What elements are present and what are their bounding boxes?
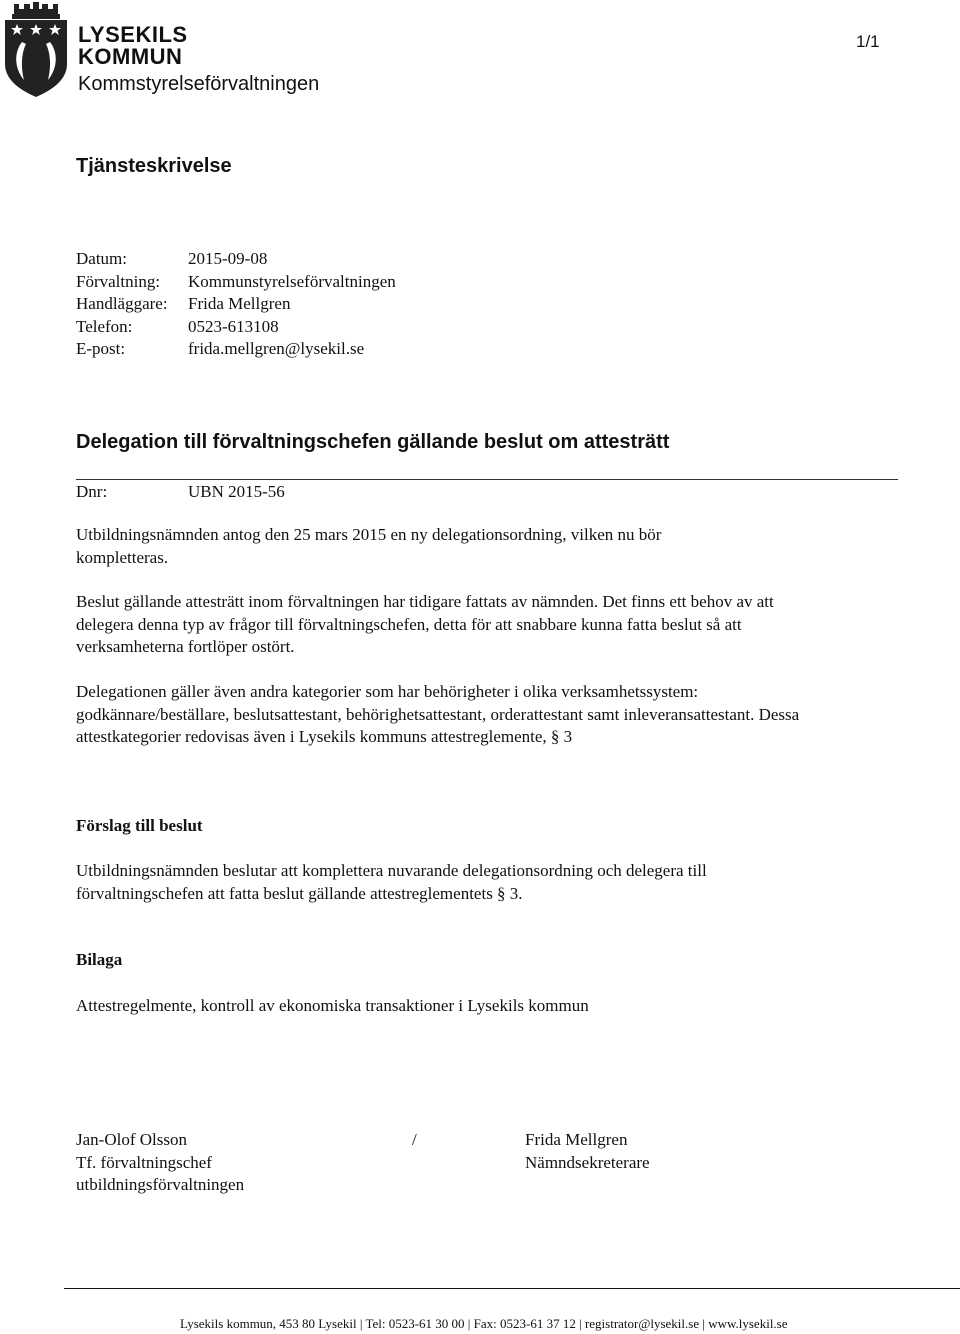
document-type-heading: Tjänsteskrivelse [76,155,232,177]
signature-right-name: Frida Mellgren [525,1130,628,1149]
metadata-label: Handläggare: [76,294,168,313]
metadata-value: Frida Mellgren [188,294,291,313]
signature-left-name: Jan-Olof Olsson [76,1130,187,1149]
dnr-label: Dnr: [76,482,108,501]
body-paragraph-1: Utbildningsnämnden antog den 25 mars 2015 en ny delegationsordning, vilken nu bör kompletteras. [76,525,662,567]
signature-left-title: Tf. förvaltningschef [76,1152,212,1172]
signature-left-unit: utbildningsförvaltningen [76,1175,245,1194]
brand-name-line2: KOMMUN [78,44,183,69]
metadata-row-handler [76,293,290,315]
proposal-heading: Förslag till beslut [76,816,203,835]
body-paragraph-2: Beslut gällande attesträtt inom förvaltningen har tidigare fattats av nämnden. Det finns ett behov av att delegera denna typ av frågor till förvaltningschefen, detta för att snabbare kunna fatta beslut så att verksamheterna fortlöper ostört. [76,592,774,656]
signature-separator: / [412,1130,417,1149]
metadata-label: Telefon: [76,316,133,336]
dnr-row [76,482,285,502]
proposal-text: Utbildningsnämnden beslutar att komplettera nuvarande delegationsordning och delegera till förvaltningschefen att fatta beslut gällande attestreglementets § 3. [76,861,707,903]
metadata-label: Förvaltning: [76,271,161,291]
metadata-value: 0523-613108 [188,316,279,336]
metadata-row-email [76,338,364,360]
brand-name-line1: LYSEKILS [78,22,188,47]
department-name: Kommstyrelseförvaltningen [78,73,320,95]
coat-of-arms-icon [0,0,72,100]
metadata-value: Kommunstyrelseförvaltningen [188,271,396,291]
metadata-value: frida.mellgren@lysekil.se [188,339,365,358]
metadata-value: 2015-09-08 [188,249,268,268]
signature-right-title: Nämndsekreterare [525,1152,650,1172]
page-number: 1/1 [856,32,880,51]
footer-contact-line: Lysekils kommun, 453 80 Lysekil | Tel: 0523-61 30 00 | Fax: 0523-61 37 12 | registrator@lysekil.se | www.lysekil.se [180,1316,788,1331]
body-paragraph-3: Delegationen gäller även andra kategorier som har behörigheter i olika verksamhetssystem: godkännare/beställare, beslutsattestant, behörighetsattestant, orderattestant samt inleveransattestant. Dessa attestkategorier redovisas även i Lysekils kommuns attestreglemente, § 3 [76,682,800,746]
metadata-row-date [76,248,267,270]
attachment-heading: Bilaga [76,950,123,969]
metadata-row-phone [76,316,279,338]
metadata-label: Datum: [76,249,127,268]
metadata-label: E-post: [76,339,126,358]
attachment-text: Attestregelmente, kontroll av ekonomiska transaktioner i Lysekils kommun [76,996,589,1015]
subject-title: Delegation till förvaltningschefen gällande beslut om attesträtt [76,431,670,453]
metadata-row-department [76,271,396,293]
footer-divider [64,1288,960,1289]
dnr-value: UBN 2015-56 [188,482,285,501]
subject-divider [76,479,898,480]
